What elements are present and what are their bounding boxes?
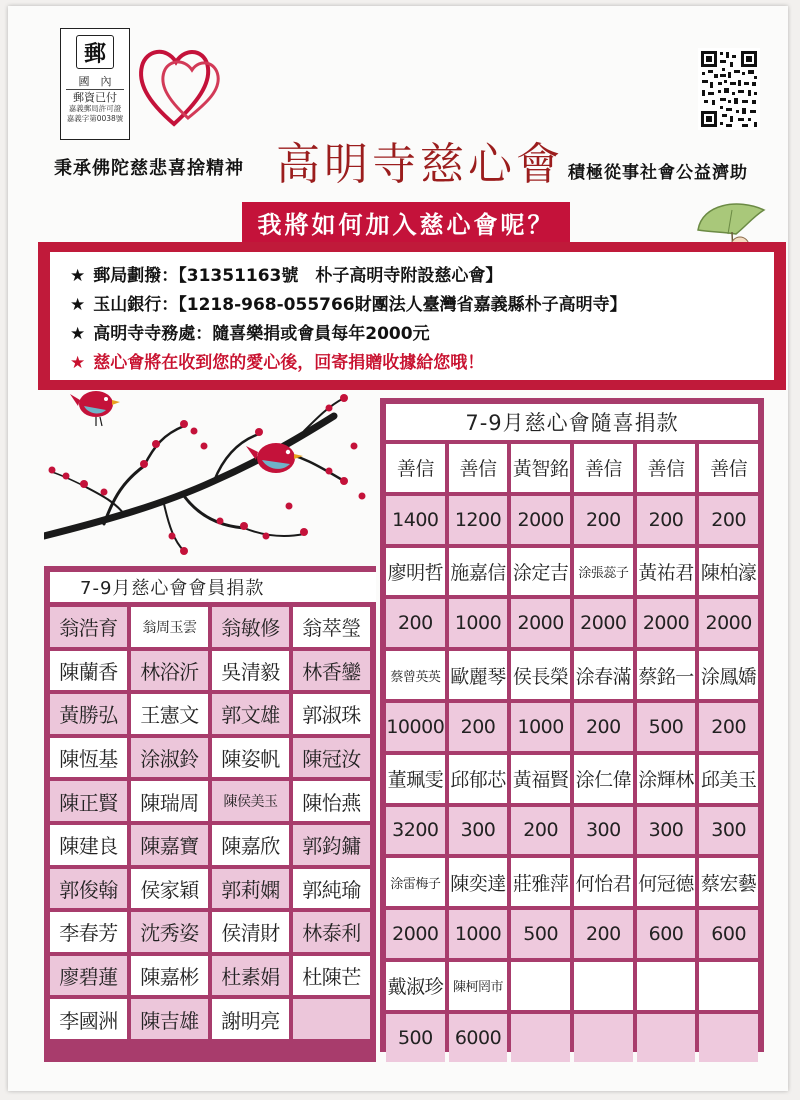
member-name-cell: 陳姿帆	[212, 738, 289, 778]
member-name-cell: 陳正賢	[50, 781, 127, 821]
donor-name-cell: 善信	[386, 444, 445, 492]
member-name-cell: 郭鈞鏞	[293, 825, 370, 865]
info-line-receipt-note	[70, 349, 760, 378]
donor-name-cell: 涂張蕊子	[574, 548, 633, 596]
stamp-permit-line-1: 嘉義郵局許可證	[68, 104, 122, 113]
donor-name-cell: 何冠德	[637, 858, 696, 906]
donation-amount-cell: 200	[386, 599, 445, 647]
donor-name-cell: 陳奕達	[449, 858, 508, 906]
double-heart-icon	[136, 38, 226, 133]
donation-amount-cell: 1000	[511, 703, 570, 751]
member-name-cell: 陳怡燕	[293, 781, 370, 821]
donation-amount-cell: 200	[699, 703, 758, 751]
join-banner: 我將如何加入慈心會呢？	[242, 202, 570, 242]
donor-name-cell: 邱美玉	[699, 755, 758, 803]
donor-name-cell: 涂鳳嬌	[699, 651, 758, 699]
donation-amount-cell: 2000	[637, 599, 696, 647]
donations-table-title: 7-9月慈心會隨喜捐款	[386, 404, 758, 440]
donor-name-cell: 歐麗琴	[449, 651, 508, 699]
member-name-cell: 沈秀姿	[131, 912, 208, 952]
donation-amount-cell: 2000	[511, 599, 570, 647]
info-line-post-office	[70, 262, 760, 291]
member-name-cell: 陳恆基	[50, 738, 127, 778]
member-donations-table-title: 7-9月慈心會會員捐款	[50, 572, 376, 602]
donation-amount-cell: 1000	[449, 910, 508, 958]
member-name-cell: 李春芳	[50, 912, 127, 952]
motto-right: 積極從事社會公益濟助	[568, 163, 748, 183]
donation-amount-cell	[574, 1014, 633, 1062]
donor-name-cell: 涂輝林	[637, 755, 696, 803]
donor-name-cell: 何怡君	[574, 858, 633, 906]
member-name-cell: 侯清財	[212, 912, 289, 952]
branch-with-birds-illustration	[44, 386, 374, 566]
qr-code[interactable]	[698, 48, 760, 130]
member-name-cell: 郭文雄	[212, 694, 289, 734]
member-name-cell: 翁萃瑩	[293, 607, 370, 647]
star-icon: ★	[70, 324, 86, 344]
donor-name-cell: 施嘉信	[449, 548, 508, 596]
donor-name-cell: 廖明哲	[386, 548, 445, 596]
star-icon: ★	[70, 295, 86, 315]
member-name-cell: 翁浩育	[50, 607, 127, 647]
member-donations-table	[44, 566, 376, 1062]
donor-name-cell: 黃祐君	[637, 548, 696, 596]
donor-name-cell: 善信	[699, 444, 758, 492]
donor-name-cell: 莊雅萍	[511, 858, 570, 906]
member-name-cell: 郭純瑜	[293, 869, 370, 909]
donation-amount-cell: 6000	[449, 1014, 508, 1062]
member-name-cell: 翁敏修	[212, 607, 289, 647]
donor-name-cell: 善信	[449, 444, 508, 492]
donor-name-cell	[511, 962, 570, 1010]
post-logo-icon: 郵	[76, 35, 114, 69]
donation-amount-cell: 3200	[386, 807, 445, 855]
member-name-cell: 陳冠汝	[293, 738, 370, 778]
donation-amount-cell: 200	[699, 496, 758, 544]
donor-name-cell: 蔡宏藝	[699, 858, 758, 906]
donation-amount-cell: 500	[511, 910, 570, 958]
member-name-cell: 陳嘉欣	[212, 825, 289, 865]
donation-amount-cell: 500	[386, 1014, 445, 1062]
member-name-cell: 林香鑾	[293, 651, 370, 691]
member-name-cell: 侯家穎	[131, 869, 208, 909]
donation-amount-cell: 200	[637, 496, 696, 544]
donation-amount-cell: 300	[699, 807, 758, 855]
info-line-esun-bank	[70, 291, 760, 320]
donation-amount-cell: 1400	[386, 496, 445, 544]
donation-amount-cell: 300	[637, 807, 696, 855]
donation-amount-cell: 200	[574, 703, 633, 751]
donor-name-cell: 董珮雯	[386, 755, 445, 803]
member-name-cell: 陳建良	[50, 825, 127, 865]
donation-amount-cell: 200	[574, 496, 633, 544]
donation-amount-cell	[511, 1014, 570, 1062]
donation-amount-cell: 2000	[386, 910, 445, 958]
donation-amount-cell: 10000	[386, 703, 445, 751]
donor-name-cell: 涂春滿	[574, 651, 633, 699]
stamp-line-domestic: 國 內	[78, 75, 112, 88]
donor-name-cell: 陳柯罔市	[449, 962, 508, 1010]
info-text-receipt-note: 慈心會將在收到您的愛心後，回寄捐贈收據給您哦！	[93, 353, 485, 373]
member-name-cell: 陳侯美玉	[212, 781, 289, 821]
stamp-permit-line-2: 嘉義字第0038號	[66, 114, 124, 123]
donation-amount-cell: 600	[637, 910, 696, 958]
page-title: 高明寺慈心會	[276, 139, 564, 190]
donation-amount-cell: 1000	[449, 599, 508, 647]
donation-amount-cell: 2000	[511, 496, 570, 544]
member-donations-grid	[50, 607, 370, 1039]
info-text-post-office: 郵局劃撥：【31351163號 朴子高明寺附設慈心會】	[93, 266, 503, 286]
donation-amount-cell: 500	[637, 703, 696, 751]
donation-amount-cell: 2000	[699, 599, 758, 647]
donor-name-cell: 善信	[637, 444, 696, 492]
motto-left: 秉承佛陀慈悲喜捨精神	[54, 158, 244, 179]
member-name-cell: 林浴沂	[131, 651, 208, 691]
member-name-cell: 翁周玉雲	[131, 607, 208, 647]
member-name-cell: 黃勝弘	[50, 694, 127, 734]
donation-amount-cell: 300	[574, 807, 633, 855]
donor-name-cell: 陳柏濠	[699, 548, 758, 596]
member-name-cell: 王憲文	[131, 694, 208, 734]
donation-info-box	[38, 242, 786, 390]
member-name-cell: 陳嘉寶	[131, 825, 208, 865]
postage-paid-stamp	[60, 28, 130, 140]
stamp-line-postage-paid: 郵資已付	[73, 91, 117, 104]
donor-name-cell: 黃智銘	[511, 444, 570, 492]
donor-name-cell: 涂定吉	[511, 548, 570, 596]
member-name-cell: 陳吉雄	[131, 999, 208, 1039]
member-name-cell: 林泰利	[293, 912, 370, 952]
member-name-cell: 李國洲	[50, 999, 127, 1039]
donor-name-cell: 蔡銘一	[637, 651, 696, 699]
donation-amount-cell: 600	[699, 910, 758, 958]
member-name-cell: 郭莉嫻	[212, 869, 289, 909]
member-name-cell: 吳清毅	[212, 651, 289, 691]
member-name-cell: 陳嘉彬	[131, 956, 208, 996]
donation-amount-cell: 200	[449, 703, 508, 751]
donor-name-cell: 侯長榮	[511, 651, 570, 699]
stamp-divider	[66, 89, 124, 90]
donation-amount-cell	[637, 1014, 696, 1062]
newsletter-page	[8, 6, 788, 1091]
member-name-cell	[293, 999, 370, 1039]
donor-name-cell	[699, 962, 758, 1010]
donation-amount-cell: 300	[449, 807, 508, 855]
donor-name-cell: 涂仁偉	[574, 755, 633, 803]
info-text-esun-bank: 玉山銀行：【1218-968-055766財團法人臺灣省嘉義縣朴子高明寺】	[93, 295, 627, 315]
donor-name-cell: 戴淑珍	[386, 962, 445, 1010]
donation-amount-cell: 200	[574, 910, 633, 958]
donation-info-content	[50, 252, 774, 380]
donation-amount-cell	[699, 1014, 758, 1062]
donor-name-cell: 蔡曾英英	[386, 651, 445, 699]
donor-name-cell: 黃福賢	[511, 755, 570, 803]
donation-amount-cell: 2000	[574, 599, 633, 647]
member-name-cell: 郭淑珠	[293, 694, 370, 734]
member-name-cell: 涂淑鈴	[131, 738, 208, 778]
member-name-cell: 杜陳芒	[293, 956, 370, 996]
member-name-cell: 郭俊翰	[50, 869, 127, 909]
star-icon: ★	[70, 266, 86, 286]
donations-table	[380, 398, 764, 1052]
info-line-temple-office	[70, 320, 760, 349]
member-name-cell: 杜素娟	[212, 956, 289, 996]
member-name-cell: 陳瑞周	[131, 781, 208, 821]
donor-name-cell: 善信	[574, 444, 633, 492]
donor-name-cell: 邱郁芯	[449, 755, 508, 803]
donor-name-cell	[637, 962, 696, 1010]
donor-name-cell	[574, 962, 633, 1010]
donation-amount-cell: 1200	[449, 496, 508, 544]
member-name-cell: 陳蘭香	[50, 651, 127, 691]
member-name-cell: 廖碧蓮	[50, 956, 127, 996]
bird-icon	[70, 391, 120, 426]
member-name-cell: 謝明亮	[212, 999, 289, 1039]
donor-name-cell: 涂雷梅子	[386, 858, 445, 906]
donations-grid	[386, 444, 758, 1062]
star-icon: ★	[70, 353, 86, 373]
info-text-temple-office: 高明寺寺務處：隨喜樂捐或會員每年2000元	[93, 324, 430, 344]
donation-amount-cell: 200	[511, 807, 570, 855]
